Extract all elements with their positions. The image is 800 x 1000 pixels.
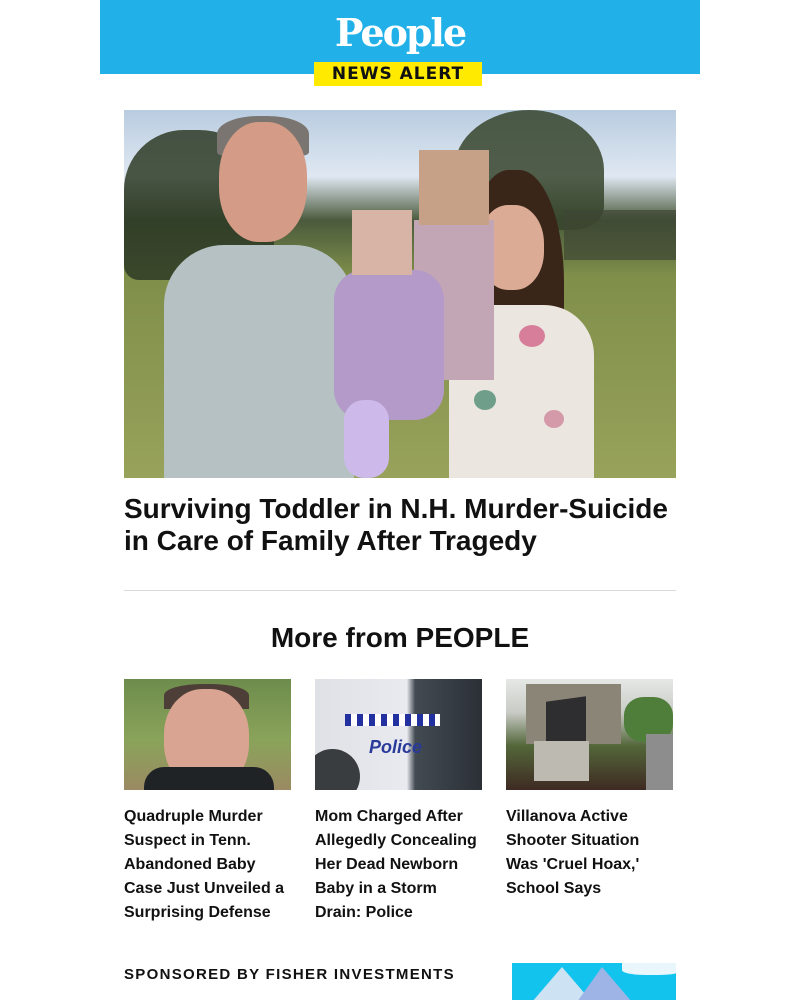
more-from-people-heading: More from PEOPLE [270,622,530,653]
pattern-shape [544,410,564,428]
news-alert-badge: NEWS ALERT [314,62,482,86]
sponsored-by-label: SPONSORED BY FISHER INVESTMENTS [124,966,455,983]
story-card[interactable] [506,679,673,901]
story-title-link[interactable]: Villanova Active Shooter Situation Was 'Cruel Hoax,' School Says [506,808,640,897]
treeline-shape [564,210,676,260]
pattern-shape [519,325,545,347]
wall-shape [534,741,589,781]
figure-shape [344,400,389,478]
wheel-shape [315,749,360,790]
figure-shape [144,767,274,790]
story-title-link[interactable]: Quadruple Murder Suspect in Tenn. Abandoned Baby Case Just Unveiled a Surprising Defense [124,808,285,921]
police-label: Police [369,737,423,757]
story-title-link[interactable]: Mom Charged After Allegedly Concealing Her Dead Newborn Baby in a Storm Drain: Police [315,808,477,921]
figure-shape [219,122,307,242]
hero-headline-link[interactable]: Surviving Toddler in N.H. Murder-Suicide in Care of Family After Tragedy [124,493,668,556]
cloud-shape [622,963,676,975]
story-thumbnail[interactable] [124,679,291,790]
road-shape [646,734,673,790]
story-thumbnail[interactable] [506,679,673,790]
pattern-shape [345,714,440,726]
blurred-face [352,210,412,275]
figure-shape [164,245,354,478]
pattern-shape [474,390,496,410]
sponsor-image[interactable] [512,963,676,1000]
blurred-face [419,150,489,225]
divider [124,590,676,591]
people-logo[interactable]: People [334,10,466,55]
hero-image[interactable] [124,110,676,478]
figure-shape [334,270,444,420]
sign-shape [546,696,586,747]
story-card[interactable] [315,679,482,925]
story-card[interactable] [124,679,291,925]
story-thumbnail[interactable] [315,679,482,790]
